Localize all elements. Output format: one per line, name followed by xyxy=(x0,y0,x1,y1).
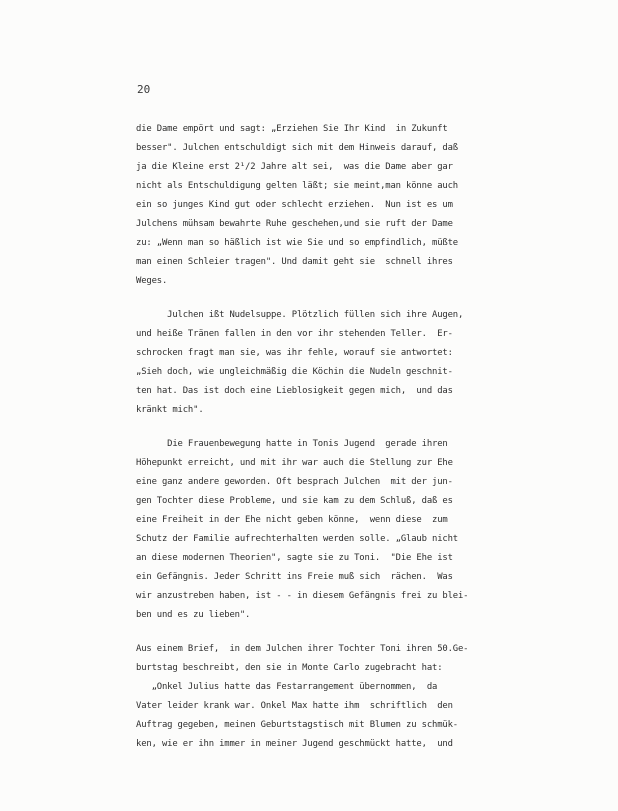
paragraph xyxy=(136,640,536,754)
text-line: ja die Kleine erst 2¹/2 Jahre alt sei, was die Dame aber gar xyxy=(136,162,453,172)
text-line: eine Freiheit in der Ehe nicht geben könne, wenn diese zum xyxy=(136,515,448,525)
text-line: ken, wie er ihn immer in meiner Jugend geschmückt hatte, und xyxy=(136,739,453,749)
text-line: die Dame empört und sagt: „Erziehen Sie Ihr Kind in Zukunft xyxy=(136,124,448,134)
text-line: Aus einem Brief, in dem Julchen ihrer Tochter Toni ihren 50.Ge- xyxy=(136,644,469,654)
text-line: ein so junges Kind gut oder schlecht erziehen. Nun ist es um xyxy=(136,200,453,210)
text-line: zu: „Wenn man so häßlich ist wie Sie und so empfindlich, müßte xyxy=(136,238,458,248)
text-line: ten hat. Das ist doch eine Lieblosigkeit gegen mich, und das xyxy=(136,386,453,396)
text-line: kränkt mich". xyxy=(136,405,204,415)
text-line: man einen Schleier tragen". Und damit geht sie schnell ihres xyxy=(136,257,453,267)
text-line: burtstag beschreibt, den sie in Monte Carlo zugebracht hat: xyxy=(136,663,443,673)
text-line: an diese modernen Theorien", sagte sie zu Toni. "Die Ehe ist xyxy=(136,553,453,563)
paragraph xyxy=(136,435,536,625)
text-line: ben und es zu lieben". xyxy=(136,610,251,620)
text-line: Die Frauenbewegung hatte in Tonis Jugend gerade ihren xyxy=(136,439,448,449)
paragraph xyxy=(136,120,536,291)
text-line: gen Tochter diese Probleme, und sie kam zu dem Schluß, daß es xyxy=(136,496,453,506)
text-line: nicht als Entschuldigung gelten läßt; sie meint,man könne auch xyxy=(136,181,458,191)
text-line: und heiße Tränen fallen in den vor ihr stehenden Teller. Er- xyxy=(136,329,453,339)
text-line: schrocken fragt man sie, was ihr fehle, worauf sie antwortet: xyxy=(136,348,453,358)
page-number: 20 xyxy=(137,83,151,96)
text-line: besser". Julchen entschuldigt sich mit dem Hinweis darauf, daß xyxy=(136,143,458,153)
paragraph xyxy=(136,306,536,420)
text-line: Auftrag gegeben, meinen Geburtstagstisch mit Blumen zu schmük- xyxy=(136,720,458,730)
text-line: „Sieh doch, wie ungleichmäßig die Köchin die Nudeln geschnit- xyxy=(136,367,453,377)
paragraph-gap xyxy=(136,420,536,435)
text-line: Vater leider krank war. Onkel Max hatte ihm schriftlich den xyxy=(136,701,453,711)
body-text xyxy=(136,120,536,754)
text-line: Schutz der Familie aufrechterhalten werden solle. „Glaub nicht xyxy=(136,534,458,544)
text-line: Höhepunkt erreicht, und mit ihr war auch die Stellung zur Ehe xyxy=(136,458,453,468)
text-line: Julchen ißt Nudelsuppe. Plötzlich füllen sich ihre Augen, xyxy=(136,310,464,320)
paragraph-gap xyxy=(136,291,536,306)
text-line: Weges. xyxy=(136,276,168,286)
text-line: ein Gefängnis. Jeder Schritt ins Freie muß sich rächen. Was xyxy=(136,572,453,582)
paragraph-gap xyxy=(136,625,536,640)
text-line: Julchens mühsam bewahrte Ruhe geschehen,und sie ruft der Dame xyxy=(136,219,453,229)
text-line: wir anzustreben haben, ist - - in diesem Gefängnis frei zu blei- xyxy=(136,591,469,601)
text-line: eine ganz andere geworden. Oft besprach Julchen mit der jun- xyxy=(136,477,453,487)
text-line: „Onkel Julius hatte das Festarrangement übernommen, da xyxy=(136,682,438,692)
